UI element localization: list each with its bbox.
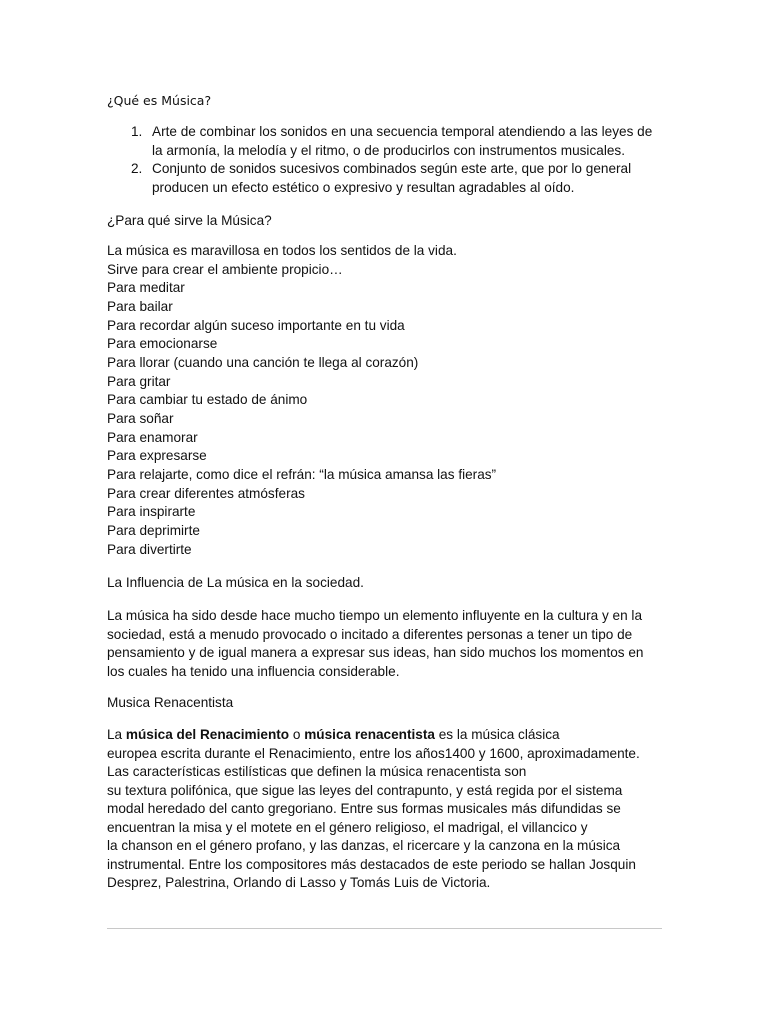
bold-term: música del Renacimiento — [125, 727, 290, 742]
list-item-line: Arte de combinar los sonidos en una secuencia temporal atendiendo a las leyes de — [152, 124, 653, 139]
list-item: Para bailar — [107, 298, 173, 314]
section-heading-influence: La Influencia de La música en la sociedad. — [107, 575, 364, 590]
list-item: Sirve para crear el ambiente propicio… — [107, 261, 343, 277]
list-item: Para crear diferentes atmósferas — [107, 485, 305, 501]
list-item — [107, 160, 667, 197]
text-run: o — [289, 727, 305, 742]
influence-paragraph — [107, 607, 667, 681]
paragraph-line — [107, 726, 667, 745]
list-number: 1. — [131, 124, 143, 139]
section-heading-renaissance: Musica Renacentista — [107, 695, 234, 710]
list-item: Para relajarte, como dice el refrán: “la música amansa las fieras” — [107, 466, 497, 482]
text-run: La — [107, 727, 126, 742]
paragraph-line: sociedad, está a menudo provocado o incitado a diferentes personas a tener un tipo de — [107, 626, 633, 642]
list-number: 2. — [131, 161, 143, 176]
list-item: Para emocionarse — [107, 336, 218, 352]
page-divider — [107, 928, 662, 929]
paragraph-line: europea escrita durante el Renacimiento, entre los años1400 y 1600, aproximadamente. — [107, 745, 640, 761]
paragraph-line: encuentran la misa y el motete en el género religioso, el madrigal, el villancico y — [107, 819, 588, 835]
definition-list — [107, 123, 667, 197]
list-item: Para expresarse — [107, 448, 207, 464]
list-item: Para cambiar tu estado de ánimo — [107, 392, 308, 408]
list-item: Para recordar algún suceso importante en tu vida — [107, 317, 405, 333]
list-item — [107, 123, 667, 160]
paragraph-line: Desprez, Palestrina, Orlando di Lasso y Tomás Luis de Victoria. — [107, 875, 491, 890]
paragraph-line: modal heredado del canto gregoriano. Entre sus formas musicales más difundidas se — [107, 801, 621, 816]
list-item: Para inspirarte — [107, 504, 196, 520]
paragraph-line: la chanson en el género profano, y las danzas, el ricercare y la canzona en la música — [107, 838, 621, 853]
list-item: Para meditar — [107, 280, 185, 296]
paragraph-line: instrumental. Entre los compositores más destacados de este periodo se hallan Josquin — [107, 856, 636, 872]
paragraph-line: los cuales ha tenido una influencia considerable. — [107, 663, 400, 679]
paragraph-line: pensamiento y de igual manera a expresar sus ideas, han sido muchos los momentos en — [107, 645, 644, 660]
purpose-list — [107, 242, 496, 559]
paragraph-line: su textura polifónica, que sigue las leyes del contrapunto, y está regida por el sistema — [107, 782, 623, 798]
list-item: Para divertirte — [107, 541, 192, 557]
renaissance-paragraph — [107, 726, 667, 893]
text-run: es la música clásica — [434, 727, 560, 742]
list-item-line: Conjunto de sonidos sucesivos combinados según este arte, que por lo general — [152, 161, 632, 176]
section-heading-purpose: ¿Para qué sirve la Música? — [107, 213, 272, 228]
list-item: La música es maravillosa en todos los sentidos de la vida. — [107, 243, 457, 258]
list-item: Para gritar — [107, 373, 171, 389]
list-item: Para deprimirte — [107, 522, 200, 538]
page-title: ¿Qué es Música? — [107, 93, 212, 108]
paragraph-line: Las características estilísticas que definen la música renacentista son — [107, 764, 527, 779]
list-item: Para llorar (cuando una canción te llega al corazón) — [107, 354, 419, 370]
paragraph-line: La música ha sido desde hace mucho tiempo un elemento influyente en la cultura y en la — [107, 608, 643, 623]
list-item-line: la armonía, la melodía y el ritmo, o de producirlos con instrumentos musicales. — [152, 142, 625, 158]
list-item: Para enamorar — [107, 429, 198, 445]
bold-term: música renacentista — [304, 727, 435, 742]
list-item: Para soñar — [107, 410, 174, 426]
list-item-line: producen un efecto estético o expresivo y resultan agradables al oído. — [152, 179, 575, 195]
